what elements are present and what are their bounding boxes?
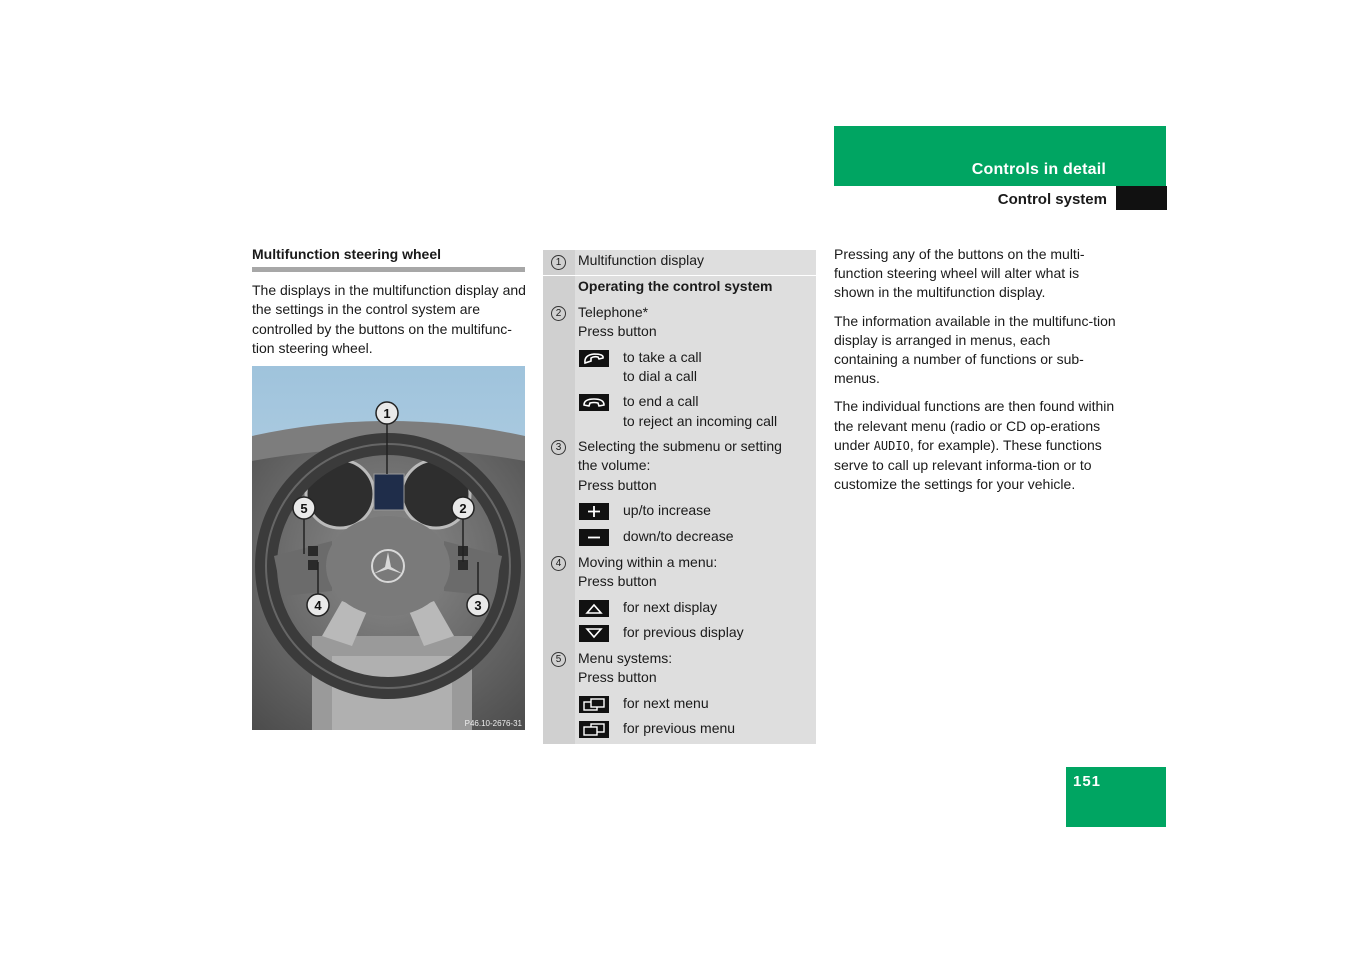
item-number: 2 (551, 306, 566, 321)
svg-text:5: 5 (300, 501, 308, 516)
item-number: 5 (551, 652, 566, 667)
key-text: for next display (623, 599, 718, 615)
key-text: for next menu (623, 695, 709, 711)
callout-5 (293, 497, 315, 519)
arrow-down-icon (579, 625, 609, 642)
arrow-up-icon (579, 600, 609, 617)
phone-end-icon (579, 394, 609, 411)
item-title-submenu: Selecting the submenu or setting (578, 438, 782, 454)
button-table (543, 250, 816, 744)
item-label-display: Multifunction display (578, 252, 705, 268)
press-button-text: Press button (578, 477, 657, 493)
chapter-title: Controls in detail (971, 161, 1106, 178)
audio-menu-term: AUDIO (873, 438, 910, 453)
press-button-text: Press button (578, 323, 657, 339)
figure-code: P46.10-2676-31 (464, 719, 522, 728)
item-number: 4 (551, 556, 566, 571)
section-heading: Multifunction steering wheel (252, 246, 525, 272)
menu-prev-icon (579, 721, 609, 738)
section-title: Control system (997, 191, 1107, 208)
key-text: to reject an incoming call (623, 413, 778, 429)
item-title-telephone: Telephone* (578, 304, 649, 320)
key-text: to end a call (623, 393, 699, 409)
key-text: up/to increase (623, 502, 711, 518)
svg-text:3: 3 (474, 598, 482, 613)
callout-4 (307, 594, 329, 616)
item-number: 1 (551, 255, 566, 270)
item-title-menu-systems: Menu systems: (578, 650, 673, 666)
callout-1 (376, 402, 398, 424)
row-divider (543, 275, 816, 276)
operating-heading: Operating the control system (578, 278, 773, 294)
callout-3 (467, 594, 489, 616)
page-number: 151 (1073, 773, 1102, 790)
plus-icon (579, 503, 609, 520)
paragraph-text: The individual functions are then found within the relevant menu (radio or CD op-erations under (834, 398, 1115, 453)
minus-icon (579, 529, 609, 546)
paragraph: Pressing any of the buttons on the multi-function steering wheel will alter what is shown in the multifunction display. (834, 246, 1085, 301)
menu-next-icon (579, 696, 609, 713)
svg-text:1: 1 (383, 406, 391, 421)
press-button-text: Press button (578, 573, 657, 589)
key-text: down/to decrease (623, 528, 734, 544)
paragraph (834, 397, 1116, 494)
svg-text:4: 4 (314, 598, 322, 613)
press-button-text: Press button (578, 669, 657, 685)
paragraph-text: , for example). These functions serve to call up relevant informa-tion or to customize the settings for your vehicle. (834, 436, 1102, 493)
phone-take-icon (579, 350, 609, 367)
item-title-menu-move: Moving within a menu: (578, 554, 718, 570)
steering-wheel-figure (252, 366, 525, 730)
chapter-banner (834, 126, 1166, 186)
callout-2 (452, 497, 474, 519)
key-text: to dial a call (623, 368, 697, 384)
key-text: for previous menu (623, 720, 736, 736)
explanation-column (834, 245, 1116, 503)
number-column (543, 250, 575, 744)
key-text: to take a call (623, 349, 702, 365)
item-title-submenu: the volume: (578, 457, 651, 473)
section-marker (1116, 186, 1167, 210)
page-number-box (1066, 767, 1166, 827)
item-number: 3 (551, 440, 566, 455)
intro-paragraph: The displays in the multifunction display and the settings in the control system are controlled by the buttons on the multifunc-tion steering wheel. (252, 282, 526, 357)
key-text: for previous display (623, 624, 744, 640)
paragraph: The information available in the multifunc-tion display is arranged in menus, each containing a number of functions or sub-menus. (834, 312, 1116, 387)
svg-text:2: 2 (459, 501, 467, 516)
